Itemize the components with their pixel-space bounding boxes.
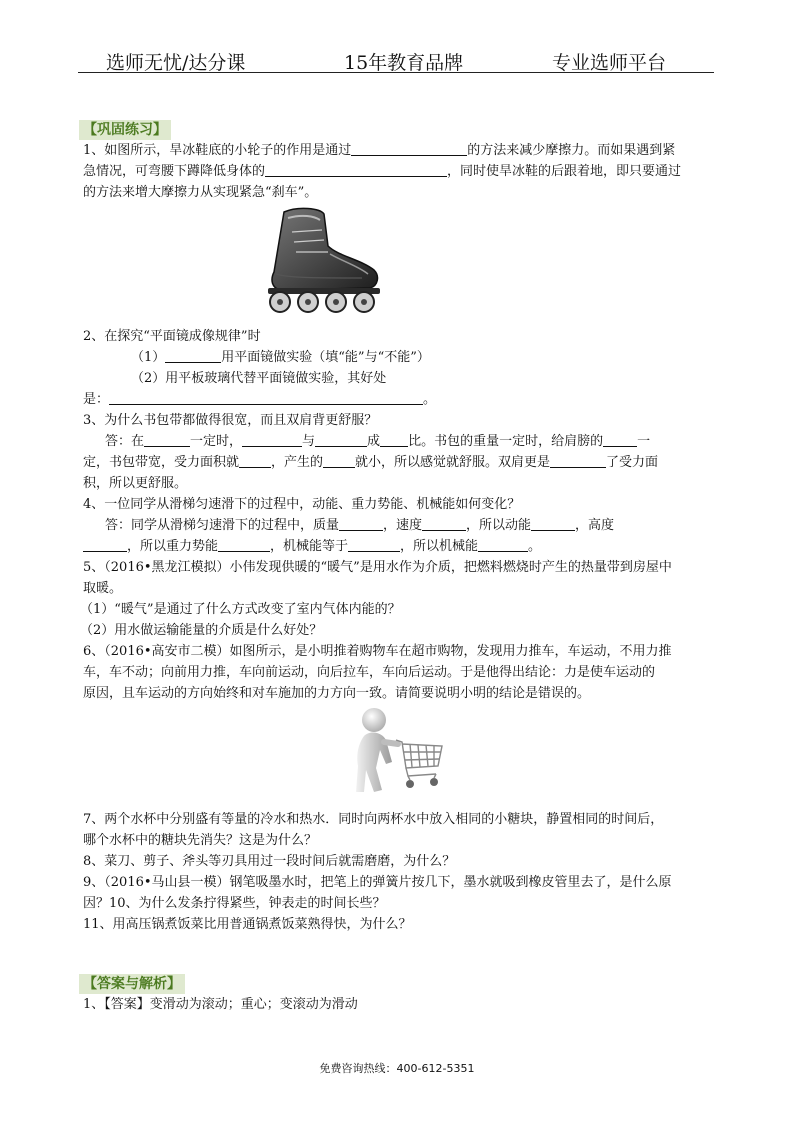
question-1-line-1: 1、如图所示，旱冰鞋底的小轮子的作用是通过 的方法来减少摩擦力。而如果遇到紧: [83, 140, 715, 161]
page-header: [78, 46, 714, 73]
answer-blank: [348, 536, 400, 552]
answer-blank: [218, 536, 270, 552]
answer-blank: [239, 452, 271, 468]
answer-blank: [109, 389, 423, 405]
question-3-answer-line-2: 定，书包带宽，受力面积就 ，产生的 就小，所以感觉就舒服。双肩更是 了受力面: [83, 452, 715, 473]
answer-blank: [422, 515, 466, 531]
question-4-answer-line-2: ，所以重力势能 ，机械能等于 ，所以机械能 。: [83, 536, 715, 557]
answer-blank: [603, 431, 637, 447]
question-11: 11、用高压锅煮饭菜比用普通锅煮饭菜熟得快，为什么？: [83, 917, 412, 932]
question-6-line-2: 车，车不动；向前用力推，车向前运动，向后拉车，车向后运动。于是他得出结论：力是使车运动的: [83, 665, 656, 680]
header-slogan: 15年教育品牌: [344, 52, 464, 74]
question-2-part-1: （1） 用平面镜做实验（填“能”与“不能”）: [131, 347, 763, 368]
question-3-answer-line-3: 积，所以更舒服。: [83, 476, 188, 491]
answer-blank: [83, 536, 127, 552]
question-3-answer-line-1: 答：在 一定时， 与 成 比。书包的重量一定时，给肩膀的 一: [105, 431, 737, 452]
question-5-line-1: 5、（2016•黑龙江模拟）小伟发现供暖的“暖气”是用水作为介质，把燃料燃烧时产生的热量带到房屋中: [83, 560, 672, 575]
answer-1: 1、【答案】变滑动为滚动；重心；变滚动为滑动: [83, 997, 358, 1012]
question-6-line-1: 6、（2016•高安市二模）如图所示，是小明推着购物车在超市购物，发现用力推车，车运动，不用力推: [83, 644, 672, 659]
header-brand: 选师无忧/达分课: [106, 52, 246, 74]
answer-blank: [323, 452, 355, 468]
shopping-cart-figure: [350, 706, 446, 798]
question-2-title: 2、在探究“平面镜成像规律”时: [83, 329, 261, 344]
question-3-title: 3、为什么书包带都做得很宽，而且双肩背更舒服？: [83, 413, 378, 428]
question-7-line-1: 7、两个水杯中分别盛有等量的冷水和热水．同时向两杯水中放入相同的小糖块，静置相同的时间后，: [83, 812, 664, 827]
question-4-answer-line-1: 答：同学从滑梯匀速滑下的过程中，质量 ，速度 ，所以动能 ，高度: [105, 515, 737, 536]
answer-blank: [165, 347, 221, 363]
question-9-line-1: 9、（2016•马山县一模）钢笔吸墨水时，把笔上的弹簧片按几下，墨水就吸到橡皮管里去了，是什么原: [83, 875, 672, 890]
question-5-part-2: （2）用水做运输能量的介质是什么好处？: [80, 623, 323, 638]
section-answers-title: 【答案与解析】: [79, 974, 185, 994]
answer-blank: [550, 452, 606, 468]
question-8: 8、菜刀、剪子、斧头等刃具用过一段时间后就需磨磨，为什么？: [83, 854, 456, 869]
answer-blank: [531, 515, 575, 531]
section-practice-title: 【巩固练习】: [79, 120, 171, 140]
answer-blank: [351, 140, 467, 156]
question-2-part-2-answer: 是： 。: [83, 389, 715, 410]
question-2-part-2: （2）用平板玻璃代替平面镜做实验，其好处: [131, 371, 387, 386]
footer-hotline: 免费咨询热线：400-612-5351: [319, 1062, 475, 1075]
question-5-part-1: （1）“暖气”是通过了什么方式改变了室内气体内能的？: [80, 602, 401, 617]
question-9-line-2: 因？10、为什么发条拧得紧些，钟表走的时间长些？: [83, 896, 386, 911]
header-platform: 专业选师平台: [552, 52, 667, 74]
question-4-title: 4、一位同学从滑梯匀速滑下的过程中，动能、重力势能、机械能如何变化？: [83, 497, 521, 512]
answer-blank: [380, 431, 408, 447]
question-6-line-3: 原因，且车运动的方向始终和对车施加的力方向一致。请简要说明小明的结论是错误的。: [83, 686, 591, 701]
question-7-line-2: 哪个水杯中的糖块先消失？这是为什么？: [83, 833, 318, 848]
question-1-line-2: 急情况，可弯腰下蹲降低身体的 ，同时使旱冰鞋的后跟着地，即只要通过: [83, 161, 715, 182]
answer-blank: [339, 515, 383, 531]
answer-blank: [315, 431, 367, 447]
answer-blank: [242, 431, 302, 447]
answer-blank: [478, 536, 528, 552]
answer-blank: [265, 161, 447, 177]
roller-skate-figure: [258, 204, 386, 316]
question-5-line-2: 取暖。: [83, 581, 123, 596]
answer-blank: [144, 431, 190, 447]
question-1-line-3: 的方法来增大摩擦力从实现紧急“刹车”。: [83, 185, 318, 200]
